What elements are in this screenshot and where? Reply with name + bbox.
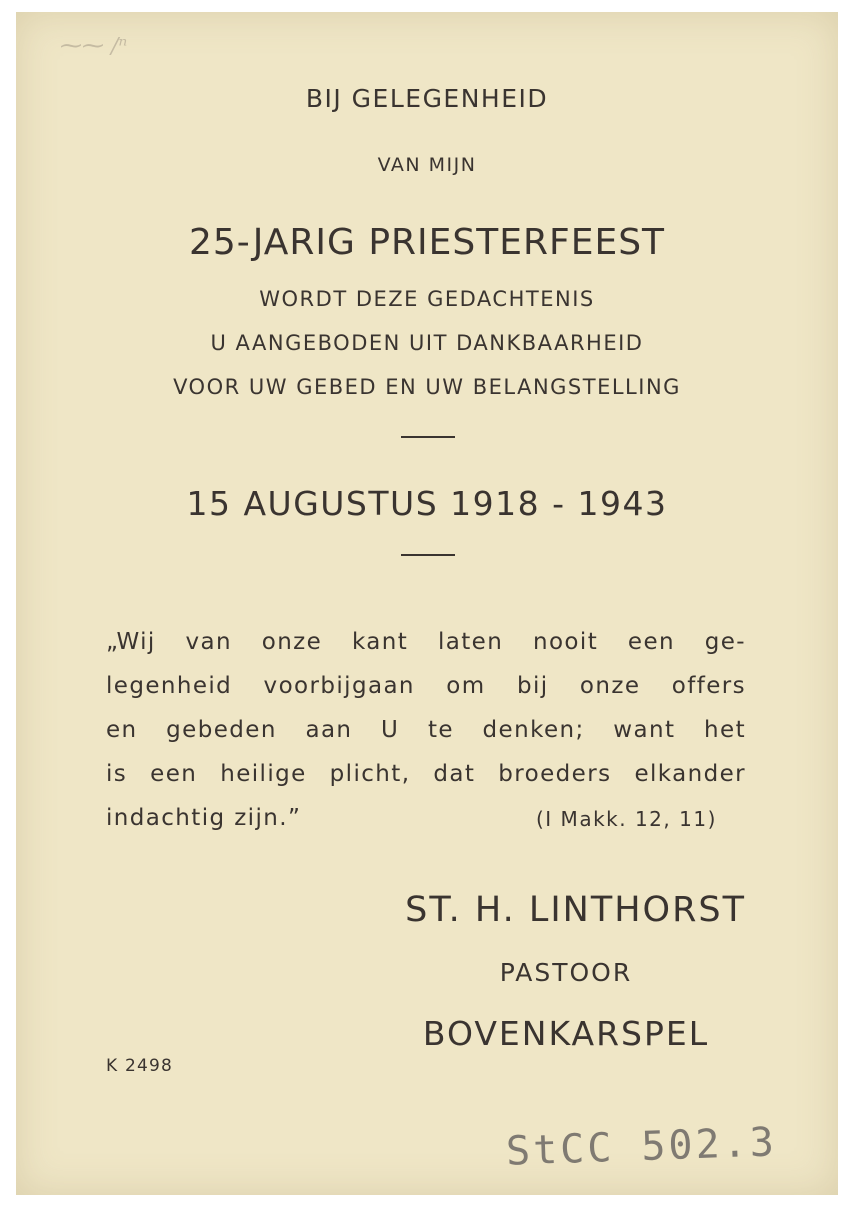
quote-line: indachtig zijn.” <box>106 805 302 831</box>
signature-place: BOVENKARSPEL <box>422 1014 710 1053</box>
handwritten-catalog-number: StCC 502.3 <box>505 1119 778 1175</box>
quote-line: en gebeden aan U te denken; want het <box>106 717 746 743</box>
header-line-5: U AANGEBODEN UIT DANKBAARHEID <box>210 331 644 355</box>
anniversary-date: 15 AUGUSTUS 1918 - 1943 <box>186 484 668 523</box>
quote-line: is een heilige plicht, dat broeders elkander <box>106 761 746 787</box>
divider-top <box>401 436 455 438</box>
header-line-2: VAN MIJN <box>377 154 477 176</box>
pencil-scribble: ⁓⁓ ∕ⁿ <box>60 34 128 59</box>
header-title: 25-JARIG PRIESTERFEEST <box>188 222 666 263</box>
header-line-6: VOOR UW GEBED EN UW BELANGSTELLING <box>173 375 681 399</box>
signature-title: PASTOOR <box>499 958 633 987</box>
quote-line: „Wij van onze kant laten nooit een ge- <box>106 629 746 655</box>
header-line-1: BIJ GELEGENHEID <box>305 84 549 113</box>
header-line-4: WORDT DEZE GEDACHTENIS <box>259 287 595 311</box>
signature-name: ST. H. LINTHORST <box>405 890 746 930</box>
quote-reference: (I Makk. 12, 11) <box>536 807 717 831</box>
divider-bottom <box>401 554 455 556</box>
quote-line: legenheid voorbijgaan om bij onze offers <box>106 673 746 699</box>
memorial-card <box>16 12 838 1195</box>
print-code: K 2498 <box>106 1056 174 1076</box>
